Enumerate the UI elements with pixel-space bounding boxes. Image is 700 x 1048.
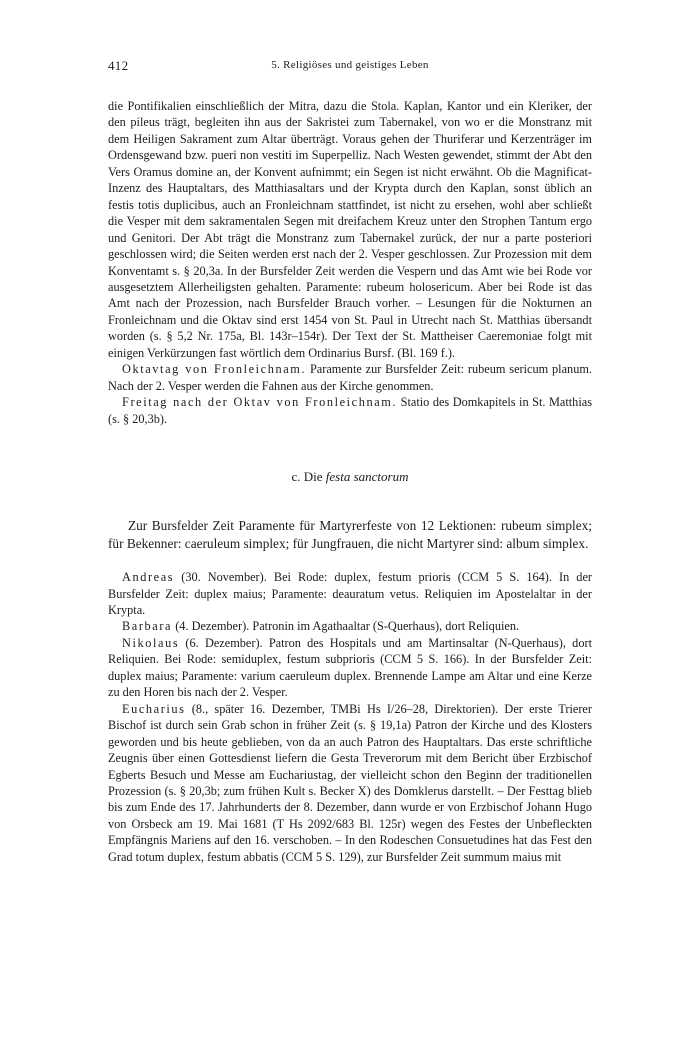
paragraph-fronleichnam: die Pontifikalien einschließlich der Mitra, dazu die Stola. Kaplan, Kantor und ein Kleriker, der den pileus trägt, begleiten ihn aus der Sakristei zum Tabernakel, von wo er die Monstranz mit dem Heiligen Sakrament zum Altar überträgt. Voraus gehen der Thuriferar und Kerzenträger im Ordensgewand bzw. pueri non vestiti im Superpelliz. Nach Westen gewendet, stimmt der Abt den Vers Oramus domine an, der Konvent aufnimmt; ein Segen ist nicht erwähnt. Ob die Magnificat-Inzenz des Hauptaltars, des Matthiasaltars und der Krypta durch den Kaplan, sonst üblich an festis totis duplicibus, auch an Fronleichnam stattfindet, ist nicht zu ersehen, wohl aber schließt die Vesper mit dem sakramentalen Segen mit dreifachem Kreuz unter den Strophen Tantum ergo und Genitori. Der Abt trägt die Monstranz zum Tabernakel zurück, der nur a parte posteriori geschlossen wird; die Seiten werden erst nach der 2. Vesper geschlossen. Zur Prozession mit dem Konventamt s. § 20,3a. In der Bursfelder Zeit werden die Vespern und das Amt wie bei Rode vor ausgesetztem Allerheiligsten gehalten. Paramente: rubeum holosericum. Aber bei Rode ist das Amt nach der Prozession, nach Bursfelder Brauch vorher. – Lesungen für die Nokturnen an Fronleichnam und die Oktav sind erst 1454 von St. Paul in Utrecht nach St. Matthias übersandt worden (s. § 5,2 Nr. 175a, Bl. 143r–154r). Der Text der St. Mattheiser Caeremoniae folgt mit einigen Verkürzungen fast wörtlich dem Ordinarius Bursf. (Bl. 169 f.). bbox=[108, 99, 592, 360]
body-text bbox=[108, 98, 592, 427]
paragraph-freitag: Freitag nach der Oktav von Fronleichnam. Statio des Domkapitels in St. Matthias (s. § 20,3b). bbox=[108, 395, 592, 426]
lead-block bbox=[108, 517, 592, 553]
page-number: 412 bbox=[108, 58, 129, 73]
section-heading bbox=[108, 469, 592, 489]
saint-entry-eucharius: Eucharius (8., später 16. Dezember, TMBi Hs I/26–28, Direktorien). Der erste Trierer Bischof ist durch sein Grab schon in früher Zeit (s. § 19,1a) Patron der Kirche und des Klosters geworden und bis heute geblieben, von da an auch Patron des Hauptaltars. Das erste schriftliche Zeugnis über einen Gottesdienst liefern die Gesta Treverorum mit dem Bericht über Erzbischof Egberts Besuch und Messe am Euchariustag, der vielleicht schon den Beginn der traditionellen Prozession (s. § 20,3b; zum frühen Kult s. Becker X) des Domklerus darstellt. – Der Festtag blieb bis zum Ende des 17. Jahrhunderts der 8. Dezember, dann wurde er von Erzbischof Johann Hugo von Orsbeck am 19. Mai 1681 (T Hs 2092/683 Bl. 125r) wegen des Festes der Unbefleckten Empfängnis Mariens auf den 16. verschoben. – In den Rodeschen Consuetudines hat das Fest den Grad totum duplex, festum abbatis (CCM 5 S. 129), zur Bursfelder Zeit summum maius mit bbox=[108, 701, 592, 864]
entry-heading-freitag: Freitag nach der Oktav von Fronleichnam. bbox=[122, 395, 398, 410]
saint-entry-barbara: Barbara (4. Dezember). Patronin im Agathaaltar (S-Querhaus), dort Reliquien. bbox=[122, 619, 520, 634]
saint-entry-nikolaus: Nikolaus (6. Dezember). Patron des Hospitals und am Martinsaltar (N-Querhaus), dort Reliquien. Bei Rode: semiduplex, festum subprioris (CCM 5 S. 166). In der Bursfelder Zeit: duplex maius; Paramente: varium caeruleum duplex. Brennende Lampe am Altar und eine Kerze zu den Horen bis nach der 2. Vesper. bbox=[108, 635, 592, 700]
book-page bbox=[108, 58, 592, 865]
saint-entry-andreas: Andreas (30. November). Bei Rode: duplex, festum prioris (CCM 5 S. 164). In der Bursfelder Zeit: duplex maius; Paramente: deauratum vetus. Reliquien im Apostelaltar in der Krypta. bbox=[108, 570, 592, 617]
running-head bbox=[108, 58, 592, 80]
running-section-title: 5. Religiöses und geistiges Leben bbox=[271, 59, 429, 71]
paragraph-oktavtag: Oktavtag von Fronleichnam. Paramente zur Bursfelder Zeit: rubeum sericum planum. Nach der 2. Vesper werden die Fahnen aus der Kirche genommen. bbox=[108, 362, 592, 393]
lead-paragraph: Zur Bursfelder Zeit Paramente für Martyrerfeste von 12 Lektionen: rubeum simplex; für Bekenner: caeruleum simplex; für Jungfrauen, die nicht Martyrer sind: album simplex. bbox=[108, 518, 592, 552]
saint-name: Barbara bbox=[122, 619, 173, 634]
section-heading-latin: festa sanctorum bbox=[325, 469, 409, 485]
saint-name: Eucharius bbox=[122, 701, 186, 716]
saint-name: Andreas bbox=[122, 570, 175, 585]
saints-list bbox=[108, 569, 592, 865]
section-heading-label: c. Die bbox=[291, 469, 323, 485]
entry-heading-oktavtag: Oktavtag von Fronleichnam. bbox=[122, 362, 307, 377]
saint-name: Nikolaus bbox=[122, 635, 180, 650]
